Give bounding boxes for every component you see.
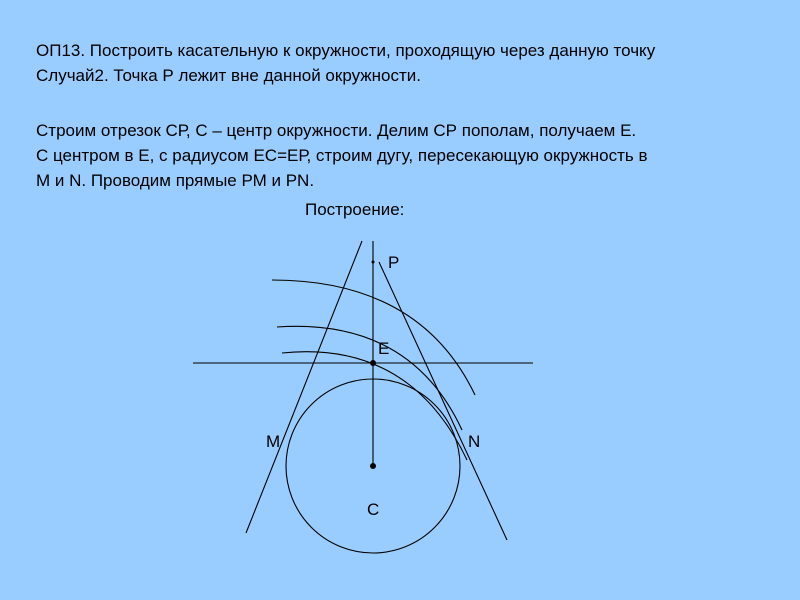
point-c — [370, 463, 376, 469]
label-n: N — [468, 432, 481, 451]
label-m: М — [266, 432, 281, 451]
title-line-2: Случай2. Точка Р лежит вне данной окружности. — [36, 66, 421, 85]
description-line-3: М и N. Проводим прямые РМ и РN. — [36, 171, 315, 190]
construction-caption: Построение: — [305, 200, 405, 219]
point-p — [372, 261, 375, 264]
title-line-1: ОП13. Построить касательную к окружности, проходящую через данную точку — [36, 41, 656, 60]
point-e — [370, 360, 376, 366]
tangent-line-pn — [379, 262, 507, 540]
label-p: Р — [388, 253, 400, 272]
label-c: С — [367, 500, 380, 519]
tangent-line-pm — [246, 241, 362, 533]
label-e: Е — [378, 339, 390, 358]
construction-arc-middle — [277, 326, 462, 430]
description-line-2: С центром в Е, с радиусом ЕС=ЕР, строим дугу, пересекающую окружность в — [36, 146, 648, 165]
description-line-1: Строим отрезок СР, С – центр окружности. Делим СР пополам, получаем Е. — [36, 121, 637, 140]
